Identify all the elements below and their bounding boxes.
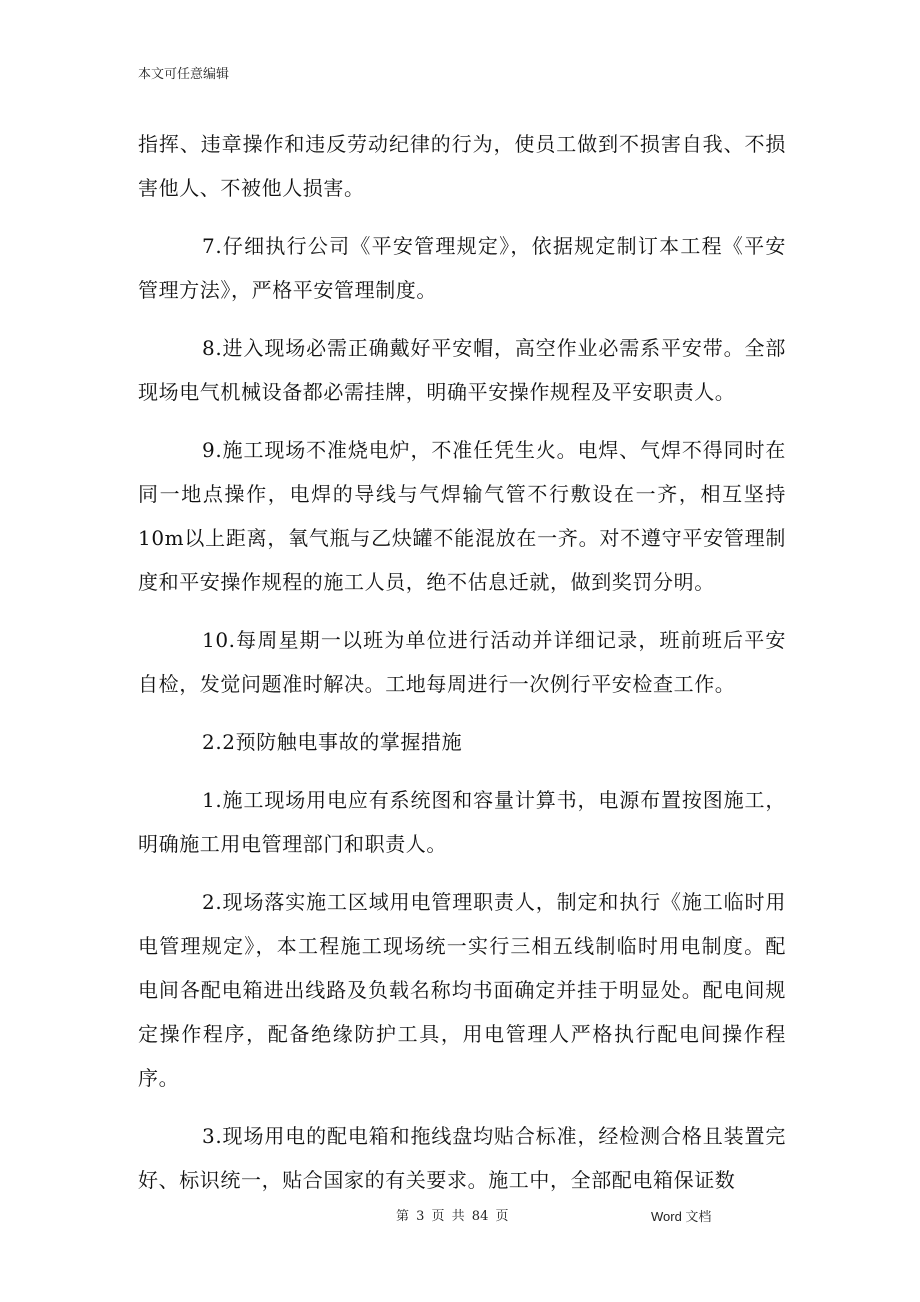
header-note: 本文可任意编辑 <box>138 67 230 82</box>
paragraph: 指挥、违章操作和违反劳动纪律的行为，使员工做到不损害自我、不损害他人、不被他人损害。 <box>138 132 786 200</box>
paragraph: 8.进入现场必需正确戴好平安帽，高空作业必需系平安带。全部现场电气机械设备都必需挂牌，明确平安操作规程及平安职责人。 <box>138 336 786 404</box>
doc-type-label: Word 文档 <box>651 1209 712 1224</box>
paragraph: 2.现场落实施工区域用电管理职责人，制定和执行《施工临时用电管理规定》，本工程施工现场统一实行三相五线制临时用电制度。配电间各配电箱进出线路及负载名称均书面确定并挂于明显处。配电间规定操作程序，配备绝缘防护工具，用电管理人严格执行配电间操作程序。 <box>138 890 786 1090</box>
paragraph: 1.施工现场用电应有系统图和容量计算书，电源布置按图施工，明确施工用电管理部门和职责人。 <box>138 788 786 856</box>
document-body <box>138 122 786 1216</box>
paragraph: 9.施工现场不准烧电炉，不准任凭生火。电焊、气焊不得同时在同一地点操作，电焊的导线与气焊输气管不行敷设在一齐，相互坚持10m以上距离，氧气瓶与乙炔罐不能混放在一齐。对不遵守平安管理制度和平安操作规程的施工人员，绝不估息迁就，做到奖罚分明。 <box>138 438 786 594</box>
paragraph: 3.现场用电的配电箱和拖线盘均贴合标准，经检测合格且装置完好、标识统一，贴合国家的有关要求。施工中，全部配电箱保证数 <box>138 1124 786 1192</box>
paragraph: 7.仔细执行公司《平安管理规定》，依据规定制订本工程《平安管理方法》，严格平安管理制度。 <box>138 234 786 302</box>
section-heading: 2.2预防触电事故的掌握措施 <box>202 730 463 754</box>
paragraph: 10.每周星期一以班为单位进行活动并详细记录，班前班后平安自检，发觉问题准时解决。工地每周进行一次例行平安检查工作。 <box>138 628 786 696</box>
page-number: 第 3 页 共 84 页 <box>396 1209 509 1224</box>
